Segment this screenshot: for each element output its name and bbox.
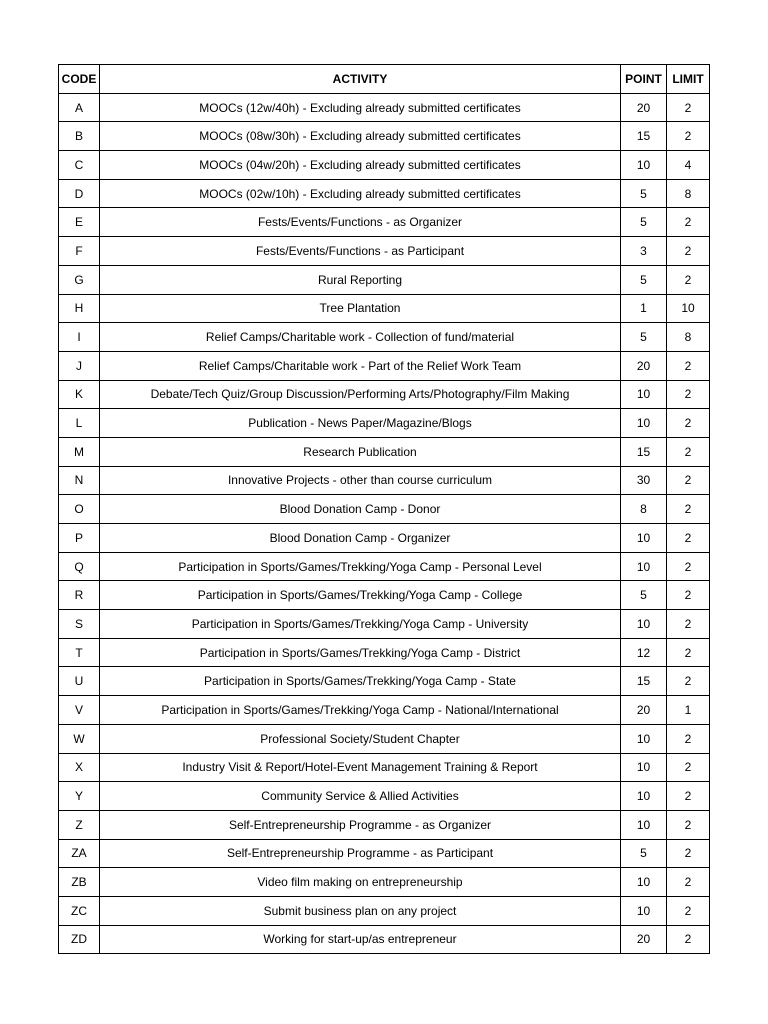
cell-activity: MOOCs (12w/40h) - Excluding already submitted certificates <box>100 93 621 122</box>
cell-limit: 2 <box>667 93 710 122</box>
cell-limit: 2 <box>667 782 710 811</box>
cell-limit: 2 <box>667 638 710 667</box>
cell-point: 10 <box>621 753 667 782</box>
cell-activity: Tree Plantation <box>100 294 621 323</box>
cell-point: 15 <box>621 667 667 696</box>
cell-limit: 2 <box>667 753 710 782</box>
table-row <box>59 552 710 581</box>
cell-point: 5 <box>621 323 667 352</box>
cell-point: 15 <box>621 437 667 466</box>
cell-activity: Research Publication <box>100 437 621 466</box>
cell-code: L <box>59 409 100 438</box>
cell-activity: Self-Entrepreneurship Programme - as Organizer <box>100 810 621 839</box>
cell-limit: 1 <box>667 696 710 725</box>
cell-activity: Submit business plan on any project <box>100 896 621 925</box>
cell-limit: 8 <box>667 179 710 208</box>
cell-limit: 2 <box>667 925 710 954</box>
table-row <box>59 179 710 208</box>
cell-point: 1 <box>621 294 667 323</box>
cell-point: 20 <box>621 93 667 122</box>
activity-points-table <box>58 64 710 954</box>
cell-code: B <box>59 122 100 151</box>
table-row <box>59 581 710 610</box>
cell-code: A <box>59 93 100 122</box>
cell-code: M <box>59 437 100 466</box>
cell-activity: Professional Society/Student Chapter <box>100 724 621 753</box>
cell-point: 8 <box>621 495 667 524</box>
table-row <box>59 667 710 696</box>
table-row <box>59 524 710 553</box>
cell-code: ZD <box>59 925 100 954</box>
cell-point: 5 <box>621 179 667 208</box>
cell-activity: MOOCs (02w/10h) - Excluding already submitted certificates <box>100 179 621 208</box>
cell-limit: 2 <box>667 122 710 151</box>
cell-code: I <box>59 323 100 352</box>
cell-activity: Participation in Sports/Games/Trekking/Yoga Camp - Personal Level <box>100 552 621 581</box>
header-point: POINT <box>621 65 667 94</box>
cell-code: U <box>59 667 100 696</box>
table-row <box>59 839 710 868</box>
cell-activity: Working for start-up/as entrepreneur <box>100 925 621 954</box>
cell-limit: 2 <box>667 237 710 266</box>
table-row <box>59 495 710 524</box>
cell-limit: 10 <box>667 294 710 323</box>
cell-activity: Publication - News Paper/Magazine/Blogs <box>100 409 621 438</box>
cell-activity: Participation in Sports/Games/Trekking/Yoga Camp - National/International <box>100 696 621 725</box>
cell-limit: 2 <box>667 581 710 610</box>
cell-point: 10 <box>621 610 667 639</box>
cell-point: 5 <box>621 581 667 610</box>
activity-points-sheet <box>58 64 709 954</box>
cell-code: ZC <box>59 896 100 925</box>
cell-limit: 2 <box>667 466 710 495</box>
cell-activity: Participation in Sports/Games/Trekking/Yoga Camp - District <box>100 638 621 667</box>
cell-point: 10 <box>621 552 667 581</box>
cell-code: S <box>59 610 100 639</box>
table-row <box>59 265 710 294</box>
cell-limit: 2 <box>667 524 710 553</box>
cell-point: 10 <box>621 896 667 925</box>
cell-activity: MOOCs (08w/30h) - Excluding already submitted certificates <box>100 122 621 151</box>
table-row <box>59 437 710 466</box>
cell-activity: Participation in Sports/Games/Trekking/Yoga Camp - State <box>100 667 621 696</box>
cell-activity: Rural Reporting <box>100 265 621 294</box>
cell-point: 5 <box>621 265 667 294</box>
cell-activity: Relief Camps/Charitable work - Collection of fund/material <box>100 323 621 352</box>
table-header <box>59 65 710 94</box>
cell-code: P <box>59 524 100 553</box>
cell-activity: Industry Visit & Report/Hotel-Event Management Training & Report <box>100 753 621 782</box>
cell-activity: Blood Donation Camp - Organizer <box>100 524 621 553</box>
cell-point: 5 <box>621 839 667 868</box>
cell-activity: Community Service & Allied Activities <box>100 782 621 811</box>
cell-point: 30 <box>621 466 667 495</box>
table-row <box>59 696 710 725</box>
cell-point: 20 <box>621 925 667 954</box>
cell-code: C <box>59 151 100 180</box>
cell-point: 10 <box>621 810 667 839</box>
table-row <box>59 724 710 753</box>
cell-code: F <box>59 237 100 266</box>
table-row <box>59 294 710 323</box>
table-row <box>59 409 710 438</box>
table-row <box>59 896 710 925</box>
header-limit: LIMIT <box>667 65 710 94</box>
table-row <box>59 610 710 639</box>
cell-code: W <box>59 724 100 753</box>
cell-limit: 2 <box>667 839 710 868</box>
cell-activity: Fests/Events/Functions - as Organizer <box>100 208 621 237</box>
cell-limit: 2 <box>667 208 710 237</box>
cell-code: T <box>59 638 100 667</box>
cell-code: O <box>59 495 100 524</box>
cell-code: G <box>59 265 100 294</box>
cell-limit: 2 <box>667 495 710 524</box>
cell-activity: Fests/Events/Functions - as Participant <box>100 237 621 266</box>
cell-code: R <box>59 581 100 610</box>
cell-code: K <box>59 380 100 409</box>
cell-code: H <box>59 294 100 323</box>
cell-limit: 2 <box>667 724 710 753</box>
header-code: CODE <box>59 65 100 94</box>
table-row <box>59 868 710 897</box>
table-row <box>59 237 710 266</box>
table-row <box>59 782 710 811</box>
header-activity: ACTIVITY <box>100 65 621 94</box>
cell-point: 12 <box>621 638 667 667</box>
cell-point: 3 <box>621 237 667 266</box>
table-row <box>59 93 710 122</box>
cell-point: 5 <box>621 208 667 237</box>
cell-limit: 2 <box>667 896 710 925</box>
cell-limit: 2 <box>667 667 710 696</box>
cell-point: 20 <box>621 351 667 380</box>
cell-limit: 2 <box>667 409 710 438</box>
table-row <box>59 351 710 380</box>
cell-point: 10 <box>621 380 667 409</box>
table-row <box>59 122 710 151</box>
cell-activity: Debate/Tech Quiz/Group Discussion/Performing Arts/Photography/Film Making <box>100 380 621 409</box>
header-row <box>59 65 710 94</box>
cell-code: J <box>59 351 100 380</box>
table-row <box>59 753 710 782</box>
cell-point: 10 <box>621 524 667 553</box>
cell-code: N <box>59 466 100 495</box>
cell-limit: 2 <box>667 868 710 897</box>
table-row <box>59 380 710 409</box>
cell-point: 15 <box>621 122 667 151</box>
cell-point: 10 <box>621 868 667 897</box>
cell-activity: Participation in Sports/Games/Trekking/Yoga Camp - College <box>100 581 621 610</box>
cell-code: Z <box>59 810 100 839</box>
cell-code: E <box>59 208 100 237</box>
cell-point: 20 <box>621 696 667 725</box>
cell-limit: 8 <box>667 323 710 352</box>
cell-code: V <box>59 696 100 725</box>
cell-point: 10 <box>621 409 667 438</box>
table-row <box>59 466 710 495</box>
table-body <box>59 93 710 954</box>
cell-code: ZA <box>59 839 100 868</box>
cell-activity: Blood Donation Camp - Donor <box>100 495 621 524</box>
cell-limit: 4 <box>667 151 710 180</box>
table-row <box>59 208 710 237</box>
cell-activity: MOOCs (04w/20h) - Excluding already submitted certificates <box>100 151 621 180</box>
table-row <box>59 323 710 352</box>
cell-code: Y <box>59 782 100 811</box>
cell-code: D <box>59 179 100 208</box>
cell-limit: 2 <box>667 552 710 581</box>
cell-activity: Self-Entrepreneurship Programme - as Participant <box>100 839 621 868</box>
table-row <box>59 925 710 954</box>
cell-activity: Innovative Projects - other than course curriculum <box>100 466 621 495</box>
cell-point: 10 <box>621 151 667 180</box>
cell-point: 10 <box>621 782 667 811</box>
cell-limit: 2 <box>667 351 710 380</box>
cell-code: Q <box>59 552 100 581</box>
cell-limit: 2 <box>667 437 710 466</box>
table-row <box>59 151 710 180</box>
cell-limit: 2 <box>667 380 710 409</box>
cell-activity: Video film making on entrepreneurship <box>100 868 621 897</box>
cell-code: ZB <box>59 868 100 897</box>
table-row <box>59 638 710 667</box>
table-row <box>59 810 710 839</box>
cell-activity: Participation in Sports/Games/Trekking/Yoga Camp - University <box>100 610 621 639</box>
cell-point: 10 <box>621 724 667 753</box>
cell-limit: 2 <box>667 610 710 639</box>
cell-limit: 2 <box>667 810 710 839</box>
cell-limit: 2 <box>667 265 710 294</box>
cell-code: X <box>59 753 100 782</box>
cell-activity: Relief Camps/Charitable work - Part of the Relief Work Team <box>100 351 621 380</box>
